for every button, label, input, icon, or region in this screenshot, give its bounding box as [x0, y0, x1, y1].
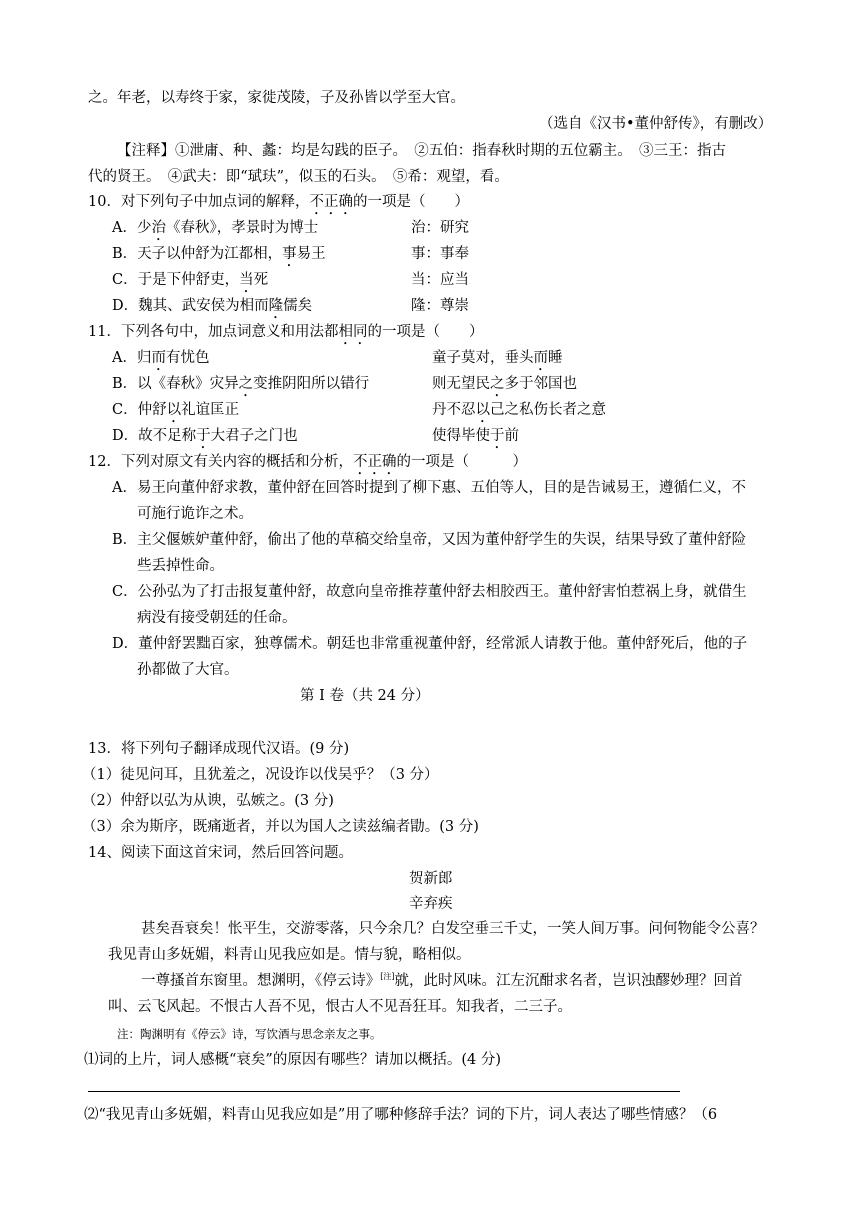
poem-title: 贺新郎 — [409, 871, 453, 887]
q12-emphasis: 不正确 — [352, 454, 397, 470]
passage-source: （选自《汉书•董仲舒传》，有删改） — [539, 116, 773, 132]
poem-stanza2-line2: 叫、云飞风起。不恨古人吾不见，恨古人不见吾狂耳。知我者，二三子。 — [108, 999, 572, 1015]
q12-option-d-line1: D．董仲舒罢黜百家，独尊儒术。朝廷也非常重视董仲舒，经常派人请教于他。董仲舒死后，他的子 — [112, 636, 748, 652]
q11-option-b-left: B．以《春秋》灾异之变推阴阳所以错行 — [112, 376, 370, 392]
q12-option-c-line1: C．公孙弘为了打击报复董仲舒，故意向皇帝推荐董仲舒去相胶西王。董仲舒害怕惹祸上身，就借生 — [112, 584, 747, 600]
q10-option-a: A．少治《春秋》，孝景时为博士 — [112, 220, 319, 236]
q11-option-c-left: C．仲舒以礼谊匡正 — [112, 402, 240, 418]
notes-line-2: 代的贤王。 ④武夫：即“珷玞”，似玉的石头。 ⑤希：观望，看。 — [88, 169, 509, 185]
q10-option-b: B．天子以仲舒为江都相，事易王 — [112, 246, 326, 262]
section-heading: 第 I 卷（共 24 分） — [300, 688, 430, 704]
poem-stanza2-line1: 一尊搔首东窗里。想渊明，《停云诗》[注]就，此时风味。江左沉酣求名者，岂识浊醪妙理？回首 — [141, 972, 743, 989]
q12-option-b-line1: B．主父偃嫉妒董仲舒，偷出了他的草稿交给皇帝，又因为董仲舒学生的失误，结果导致了董仲舒险 — [112, 532, 747, 548]
q10-option-d: D．魏其、武安侯为相而隆儒矣 — [112, 298, 313, 314]
notes-line-1: 【注释】①泄庸、种、蠡：均是勾践的臣子。 ②五伯：指春秋时期的五位霸主。 ③三王：指古 — [117, 143, 726, 159]
q11-option-d-left: D．故不足称于大君子之门也 — [112, 428, 298, 444]
q10-gloss-b: 事：事奉 — [411, 246, 469, 262]
q10-option-c: C．于是下仲舒吏，当死 — [112, 272, 269, 288]
poem-stanza1-line1: 甚矣吾衰矣！怅平生，交游零落，只今余几？白发空垂三千丈，一笑人间万事。问何物能令公喜？ — [141, 921, 765, 937]
q11-option-d-right: 使得毕使于前 — [432, 428, 519, 444]
q12-stem: 12．下列对原文有关内容的概括和分析，不正确的一项是（ ） — [88, 454, 527, 470]
poem-note-marker: [注] — [380, 972, 395, 982]
poem-footnote: 注：陶渊明有《停云》诗，写饮酒与思念亲友之事。 — [117, 1027, 382, 1041]
q10-gloss-a: 治：研究 — [411, 220, 469, 236]
q13-item-1: （1）徒见问耳，且犹羞之，况设诈以伐吴乎？（3 分） — [82, 767, 439, 783]
q13-stem: 13．将下列句子翻译成现代汉语。(9 分) — [88, 741, 350, 757]
q14-subquestion-1: ⑴词的上片，词人感概“衰矣”的原因有哪些？请加以概括。(4 分) — [84, 1052, 501, 1068]
q14-stem: 14、阅读下面这首宋词，然后回答问题。 — [88, 845, 353, 861]
q12-option-a-line1: A．易王向董仲舒求教，董仲舒在回答时提到了柳下惠、五伯等人，目的是告诫易王，遵循仁义，不 — [112, 480, 746, 496]
q11-option-a-right: 童子莫对，垂头而睡 — [432, 350, 563, 366]
q11-option-b-right: 则无望民之多于邻国也 — [432, 376, 577, 392]
q12-option-b-line2: 些丢掉性命。 — [137, 558, 224, 574]
passage-end-line: 之。年老，以寿终于家，家徙茂陵，子及孙皆以学至大官。 — [88, 90, 465, 106]
q10-emphasis: 不正确 — [309, 194, 353, 210]
q13-item-3: （3）余为斯序，既痛逝者，并以为国人之读兹编者勖。(3 分) — [82, 819, 479, 835]
q10-stem: 10．对下列句子中加点词的解释，不正确的一项是（ ） — [88, 194, 469, 210]
q11-stem: 11．下列各句中，加点词意义和用法都相同的一项是（ ） — [88, 324, 484, 340]
answer-line — [88, 1091, 680, 1092]
q11-option-c-right: 丹不忍以己之私伤长者之意 — [432, 402, 606, 418]
q10-gloss-d: 隆：尊崇 — [411, 298, 469, 314]
q10-gloss-c: 当：应当 — [411, 272, 469, 288]
q11-option-a-left: A．归而有忧色 — [112, 350, 210, 366]
q12-option-d-line2: 孙都做了大官。 — [137, 662, 239, 678]
q14-subquestion-2: ⑵“我见青山多妩媚，料青山见我应如是”用了哪种修辞手法？词的下片，词人表达了哪些情感？（6 — [84, 1107, 718, 1123]
q13-item-2: （2）仲舒以弘为从谀，弘嫉之。(3 分) — [82, 793, 334, 809]
poem-stanza1-line2: 我见青山多妩媚，料青山见我应如是。情与貌，略相似。 — [108, 947, 471, 963]
q12-option-a-line2: 可施行诡诈之术。 — [137, 506, 253, 522]
q11-emphasis: 相同 — [338, 324, 368, 340]
q12-option-c-line2: 病没有接受朝廷的任命。 — [137, 610, 297, 626]
poem-author: 辛弃疾 — [409, 896, 453, 912]
